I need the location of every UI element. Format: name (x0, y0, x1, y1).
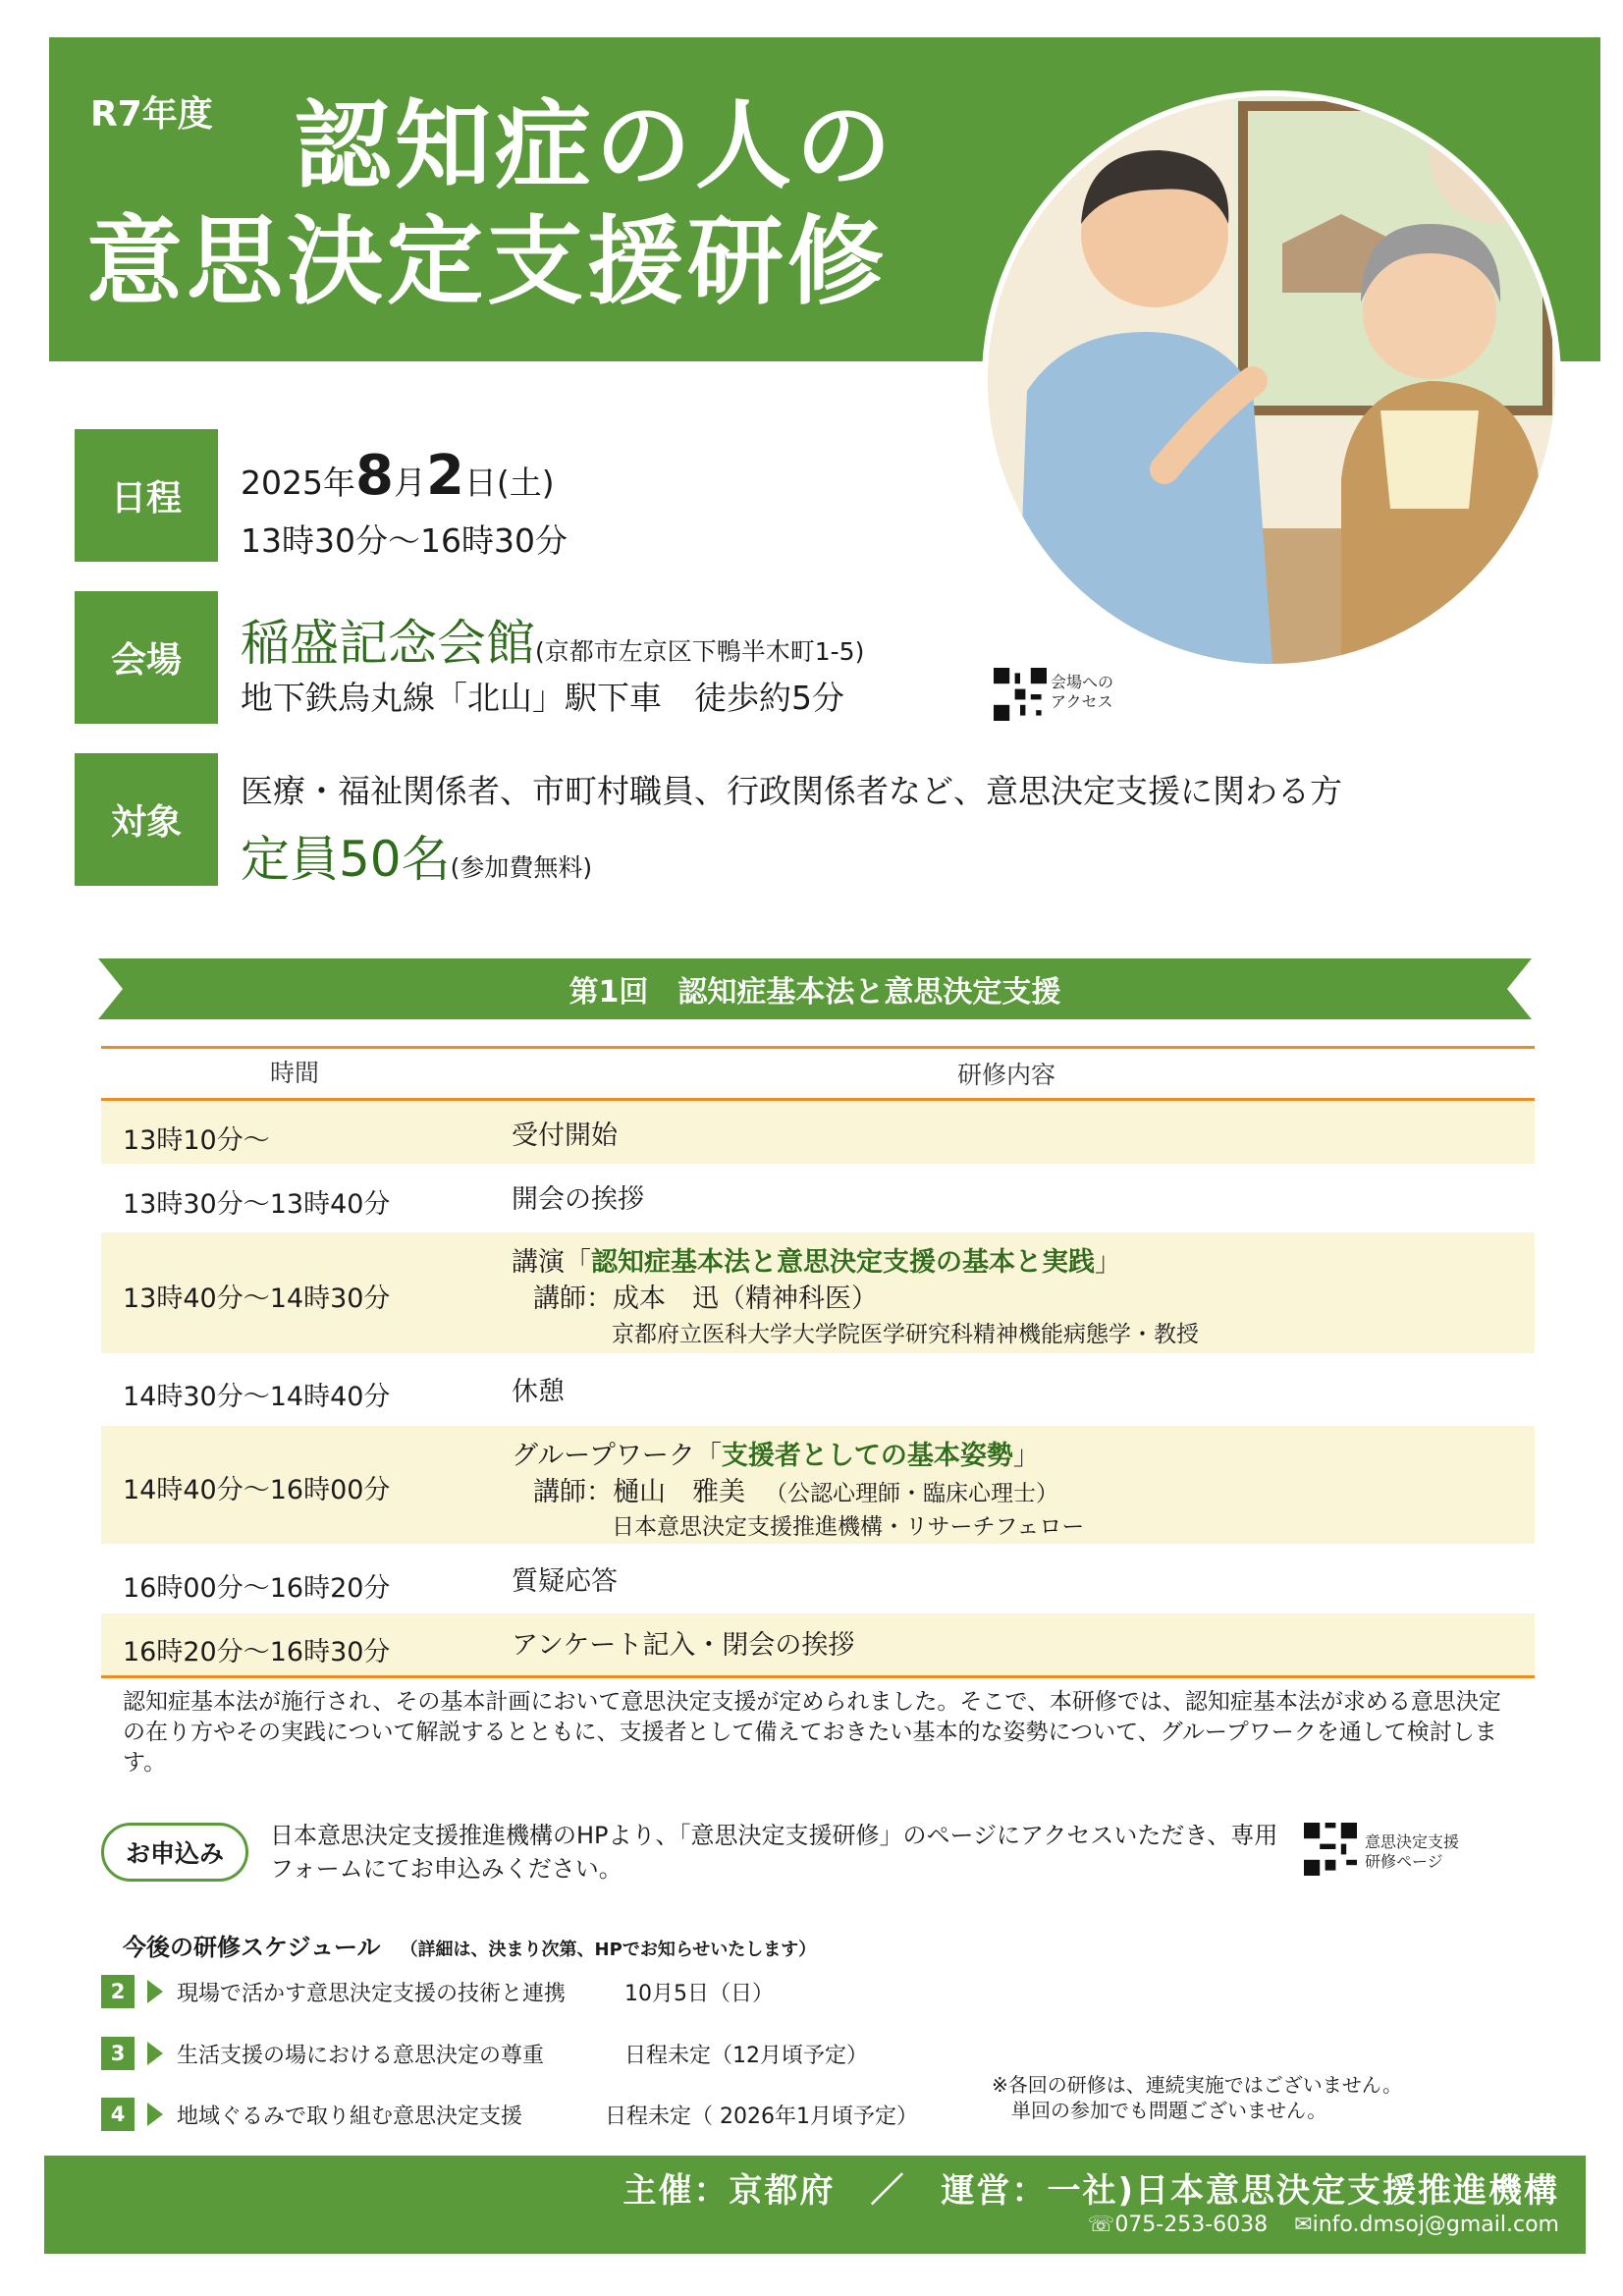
event-time: 13時30分～16時30分 (241, 521, 568, 560)
venue-address: (京都市左京区下鴨半木町1-5) (535, 637, 865, 666)
venue-access: 地下鉄烏丸線「北山」駅下車 徒歩約5分 (241, 679, 844, 717)
schedule-remark: ※各回の研修は、連続実施ではございません。 単回の参加でも問題ございません。 (992, 2073, 1402, 2122)
arrow-right-icon (147, 2103, 163, 2126)
lecturer-affiliation: 京都府立医科大学大学院医学研究科精神機能病態学・教授 (612, 1322, 1199, 1347)
apply-label: お申込み (101, 1823, 248, 1882)
schedule-label: 日程 (75, 429, 218, 562)
venue-qr-caption: 会場への アクセス (1051, 673, 1114, 711)
schedule-item-date: 日程未定（12月頃予定） (624, 2044, 868, 2068)
table-header-rule (101, 1098, 1535, 1101)
arrow-right-icon (147, 2042, 163, 2065)
footer-phone[interactable]: 075-253-6038 (1114, 2213, 1269, 2237)
footer-contact (1088, 2213, 1559, 2237)
schedule-number: 2 (101, 1975, 135, 2008)
table-row (101, 1232, 1535, 1353)
capacity: 定員50名 (241, 831, 451, 888)
date-day: 2 (425, 444, 464, 508)
venue-name: 稲盛記念会館 (241, 615, 535, 672)
row-content: アンケート記入・閉会の挨拶 (512, 1630, 855, 1661)
col-time-header: 時間 (270, 1059, 320, 1087)
lecturer: 講師：成本 迅（精神科医） (533, 1284, 878, 1314)
schedule-item-title: 現場で活かす意思決定支援の技術と連携 (177, 1982, 567, 2006)
row-time: 14時40分～16時00分 (123, 1475, 391, 1505)
venue-label: 会場 (75, 591, 218, 724)
apply-text: 日本意思決定支援推進機構のHPより、「意思決定支援研修」のページにアクセスいただき、専用フォームにてお申込みください。 (270, 1822, 1278, 1883)
page-title-line2: 意思決定支援研修 (86, 206, 889, 318)
footer-organizer: 主催：京都府 ／ 運営：一社)日本意思決定支援推進機構 (622, 2171, 1559, 2211)
session-banner-title: 第1回 認知症基本法と意思決定支援 (568, 975, 1061, 1010)
schedule-item-date: 10月5日（日） (624, 1982, 774, 2006)
schedule-number: 3 (101, 2037, 135, 2070)
event-date (241, 444, 555, 508)
future-schedule-title: 今後の研修スケジュール （詳細は、決まり次第、HPでお知らせいたします） (123, 1934, 817, 1961)
row-content: グループワーク「支援者としての基本姿勢」 (512, 1441, 1040, 1471)
caregiver-elder-illustration (988, 96, 1555, 664)
table-row (101, 1102, 1535, 1164)
row-time: 14時30分～14時40分 (123, 1382, 391, 1412)
target-text: 医療・福祉関係者、市町村職員、行政関係者など、意思決定支援に関わる方 (241, 772, 1342, 810)
row-content: 講演「認知症基本法と意思決定支援の基本と実践」 (512, 1247, 1121, 1278)
venue-qr-icon[interactable] (994, 668, 1047, 721)
row-time: 13時40分～14時30分 (123, 1284, 391, 1314)
row-content: 休憩 (512, 1377, 565, 1407)
schedule-item-title: 生活支援の場における意思決定の尊重 (177, 2044, 545, 2068)
lecture-title: 認知症基本法と意思決定支援の基本と実践 (591, 1247, 1095, 1278)
table-row (101, 1166, 1535, 1228)
row-time: 16時20分～16時30分 (123, 1637, 391, 1667)
target-label: 対象 (75, 753, 218, 886)
illustration-image (982, 90, 1561, 670)
row-content: 受付開始 (512, 1121, 618, 1151)
capacity-line (241, 820, 592, 891)
table-bottom-rule (101, 1675, 1535, 1678)
row-time: 16時00分～16時20分 (123, 1573, 391, 1604)
col-content-header: 研修内容 (957, 1061, 1056, 1089)
lecturer-affiliation: 日本意思決定支援推進機構・リサーチフェロー (612, 1514, 1085, 1540)
table-row (101, 1426, 1535, 1544)
fiscal-year: R7年度 (90, 94, 213, 135)
row-content: 開会の挨拶 (512, 1184, 644, 1215)
row-time: 13時10分～ (123, 1125, 270, 1156)
date-year: 2025年 (241, 464, 355, 502)
arrow-right-icon (147, 1980, 163, 2003)
date-month: 8 (354, 444, 394, 508)
venue-line (241, 604, 864, 675)
training-page-qr-icon[interactable] (1304, 1823, 1357, 1876)
schedule-number: 4 (101, 2098, 135, 2131)
date-weekday: 日(土) (463, 464, 555, 502)
training-page-qr-caption: 意思決定支援 研修ページ (1365, 1832, 1460, 1871)
workshop-title: 支援者としての基本姿勢 (721, 1441, 1013, 1471)
row-time: 13時30分～13時40分 (123, 1189, 391, 1220)
fee: (参加費無料) (450, 853, 593, 882)
description-text: 認知症基本法が施行され、その基本計画において意思決定支援が定められました。そこで、本研修では、認知症基本法が求める意思決定の在り方やその実践について解説するとともに、支援者として備えておきたい基本的な姿勢について、グループワークを通して検討します。 (123, 1689, 1501, 1776)
page-title-line1: 認知症の人の (295, 90, 896, 202)
lecturer: 講師：樋山 雅美 （公認心理師・臨床心理士） (533, 1477, 1058, 1507)
table-row (101, 1550, 1535, 1612)
date-month-unit: 月 (393, 464, 426, 502)
table-top-rule (101, 1046, 1535, 1049)
future-schedule-note: （詳細は、決まり次第、HPでお知らせいたします） (400, 1940, 817, 1960)
mail-icon: ✉ (1294, 2213, 1313, 2237)
table-row (101, 1613, 1535, 1675)
table-row (101, 1358, 1535, 1420)
schedule-item-date: 日程未定（ 2026年1月頃予定） (605, 2105, 918, 2129)
row-content: 質疑応答 (512, 1566, 618, 1597)
phone-icon: ☏ (1087, 2213, 1115, 2237)
footer-email[interactable]: info.dmsoj@gmail.com (1312, 2213, 1559, 2237)
schedule-item-title: 地域ぐるみで取り組む意思決定支援 (177, 2105, 523, 2129)
